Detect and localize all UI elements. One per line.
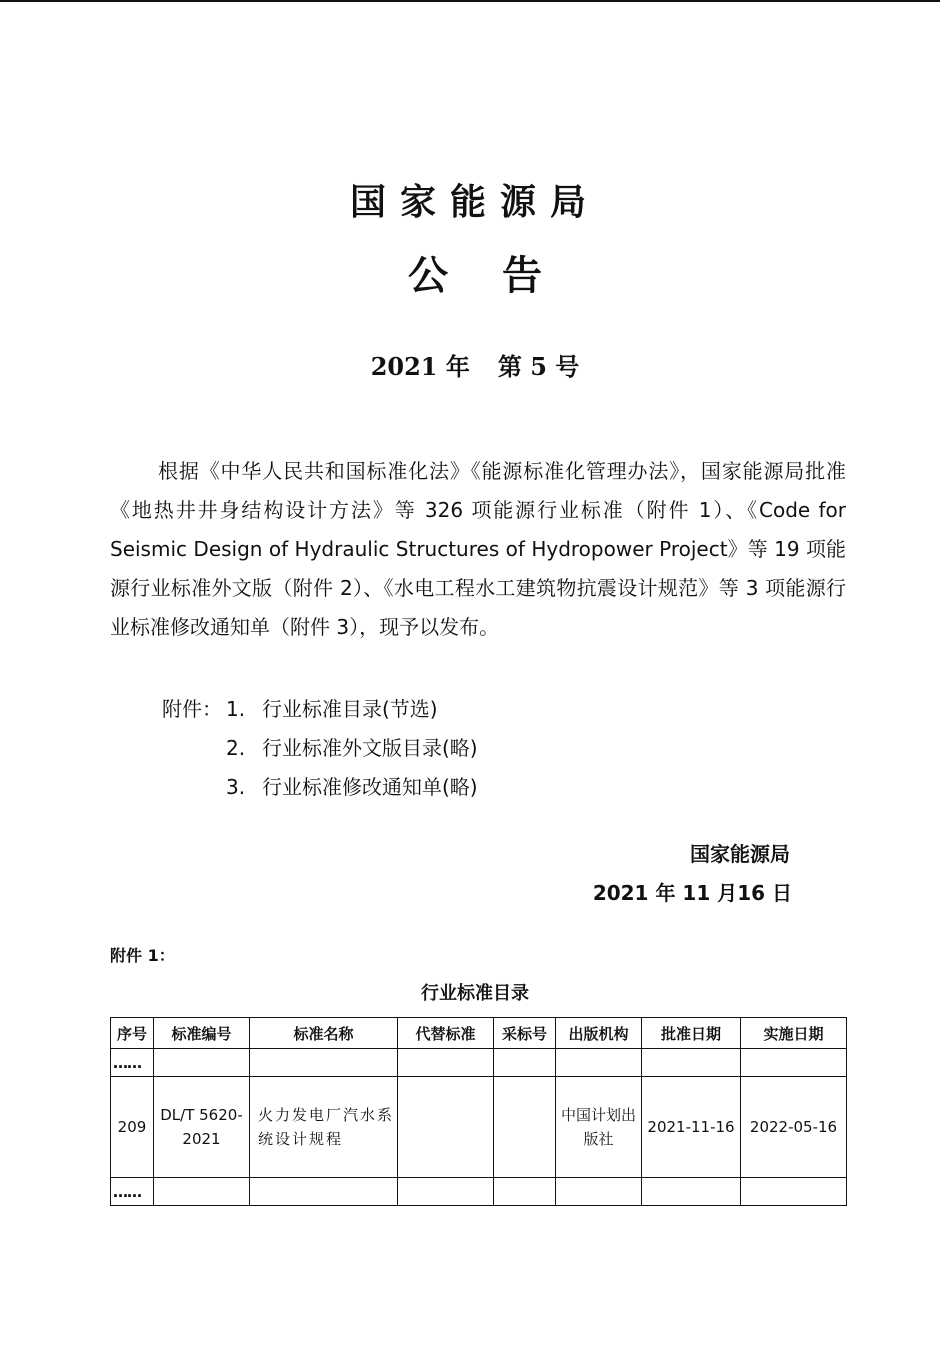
col-header-name: 标准名称	[250, 1018, 398, 1049]
issue-year: 2021 年	[370, 352, 470, 381]
col-header-replaces: 代替标准	[398, 1018, 494, 1049]
standards-table	[110, 1017, 847, 1206]
signature-date: 2021 年 11 月16 日	[592, 881, 792, 905]
table-title: 行业标准目录	[421, 983, 529, 1004]
col-header-code: 标准编号	[154, 1018, 250, 1049]
attachment-number: 1.	[226, 697, 246, 721]
notice-char-2: 告	[502, 253, 542, 299]
annex-label: 附件 1：	[110, 946, 175, 965]
top-rule	[0, 0, 940, 2]
attachment-list	[162, 690, 802, 807]
cell-name: 火力发电厂汽水系统设计规程	[250, 1077, 398, 1178]
attachment-text: 行业标准外文版目录(略)	[262, 736, 478, 760]
attachment-item	[162, 690, 802, 729]
col-header-adopted: 采标号	[494, 1018, 556, 1049]
table-row	[111, 1049, 847, 1077]
col-header-effective-date: 实施日期	[741, 1018, 847, 1049]
table-row	[111, 1077, 847, 1178]
cell-publisher: 中国计划出版社	[556, 1077, 642, 1178]
cell-replaces	[398, 1077, 494, 1178]
cell-adopted	[494, 1077, 556, 1178]
col-header-approval-date: 批准日期	[642, 1018, 741, 1049]
attachment-number: 3.	[226, 775, 246, 799]
attachments-lead: 附件：	[162, 697, 222, 721]
table-header-row	[111, 1018, 847, 1049]
agency-title: 国家能源局	[349, 182, 600, 223]
notice-char-1: 公	[408, 253, 448, 299]
cell-effective-date: 2022-05-16	[741, 1077, 847, 1178]
attachment-item	[162, 768, 802, 807]
issue-no: 第 5 号	[497, 352, 580, 381]
attachment-text: 行业标准目录(节选)	[262, 697, 438, 721]
ellipsis-cell: ……	[111, 1049, 154, 1077]
table-row	[111, 1178, 847, 1206]
cell-no: 209	[111, 1077, 154, 1178]
attachment-item	[162, 729, 802, 768]
attachment-text: 行业标准修改通知单(略)	[262, 775, 478, 799]
issue-number	[0, 350, 950, 384]
body-paragraph: 根据《中华人民共和国标准化法》《能源标准化管理办法》，国家能源局批准《地热井井身结构设计方法》等 326 项能源行业标准（附件 1）、《Code for Seismic Design of Hydraulic Structures of Hydropower Project》等 19 项能源行业标准外文版（附件 2）、《水电工程水工建筑物抗震设计规范》等 3 项能源行业标准修改通知单（附件 3），现予以发布。	[110, 459, 846, 639]
attachment-number: 2.	[226, 736, 246, 760]
col-header-no: 序号	[111, 1018, 154, 1049]
notice-title	[0, 248, 950, 304]
col-header-publisher: 出版机构	[556, 1018, 642, 1049]
cell-approval-date: 2021-11-16	[642, 1077, 741, 1178]
ellipsis-cell: ……	[111, 1178, 154, 1206]
cell-code: DL/T 5620-2021	[154, 1077, 250, 1178]
signature-agency: 国家能源局	[690, 842, 790, 866]
